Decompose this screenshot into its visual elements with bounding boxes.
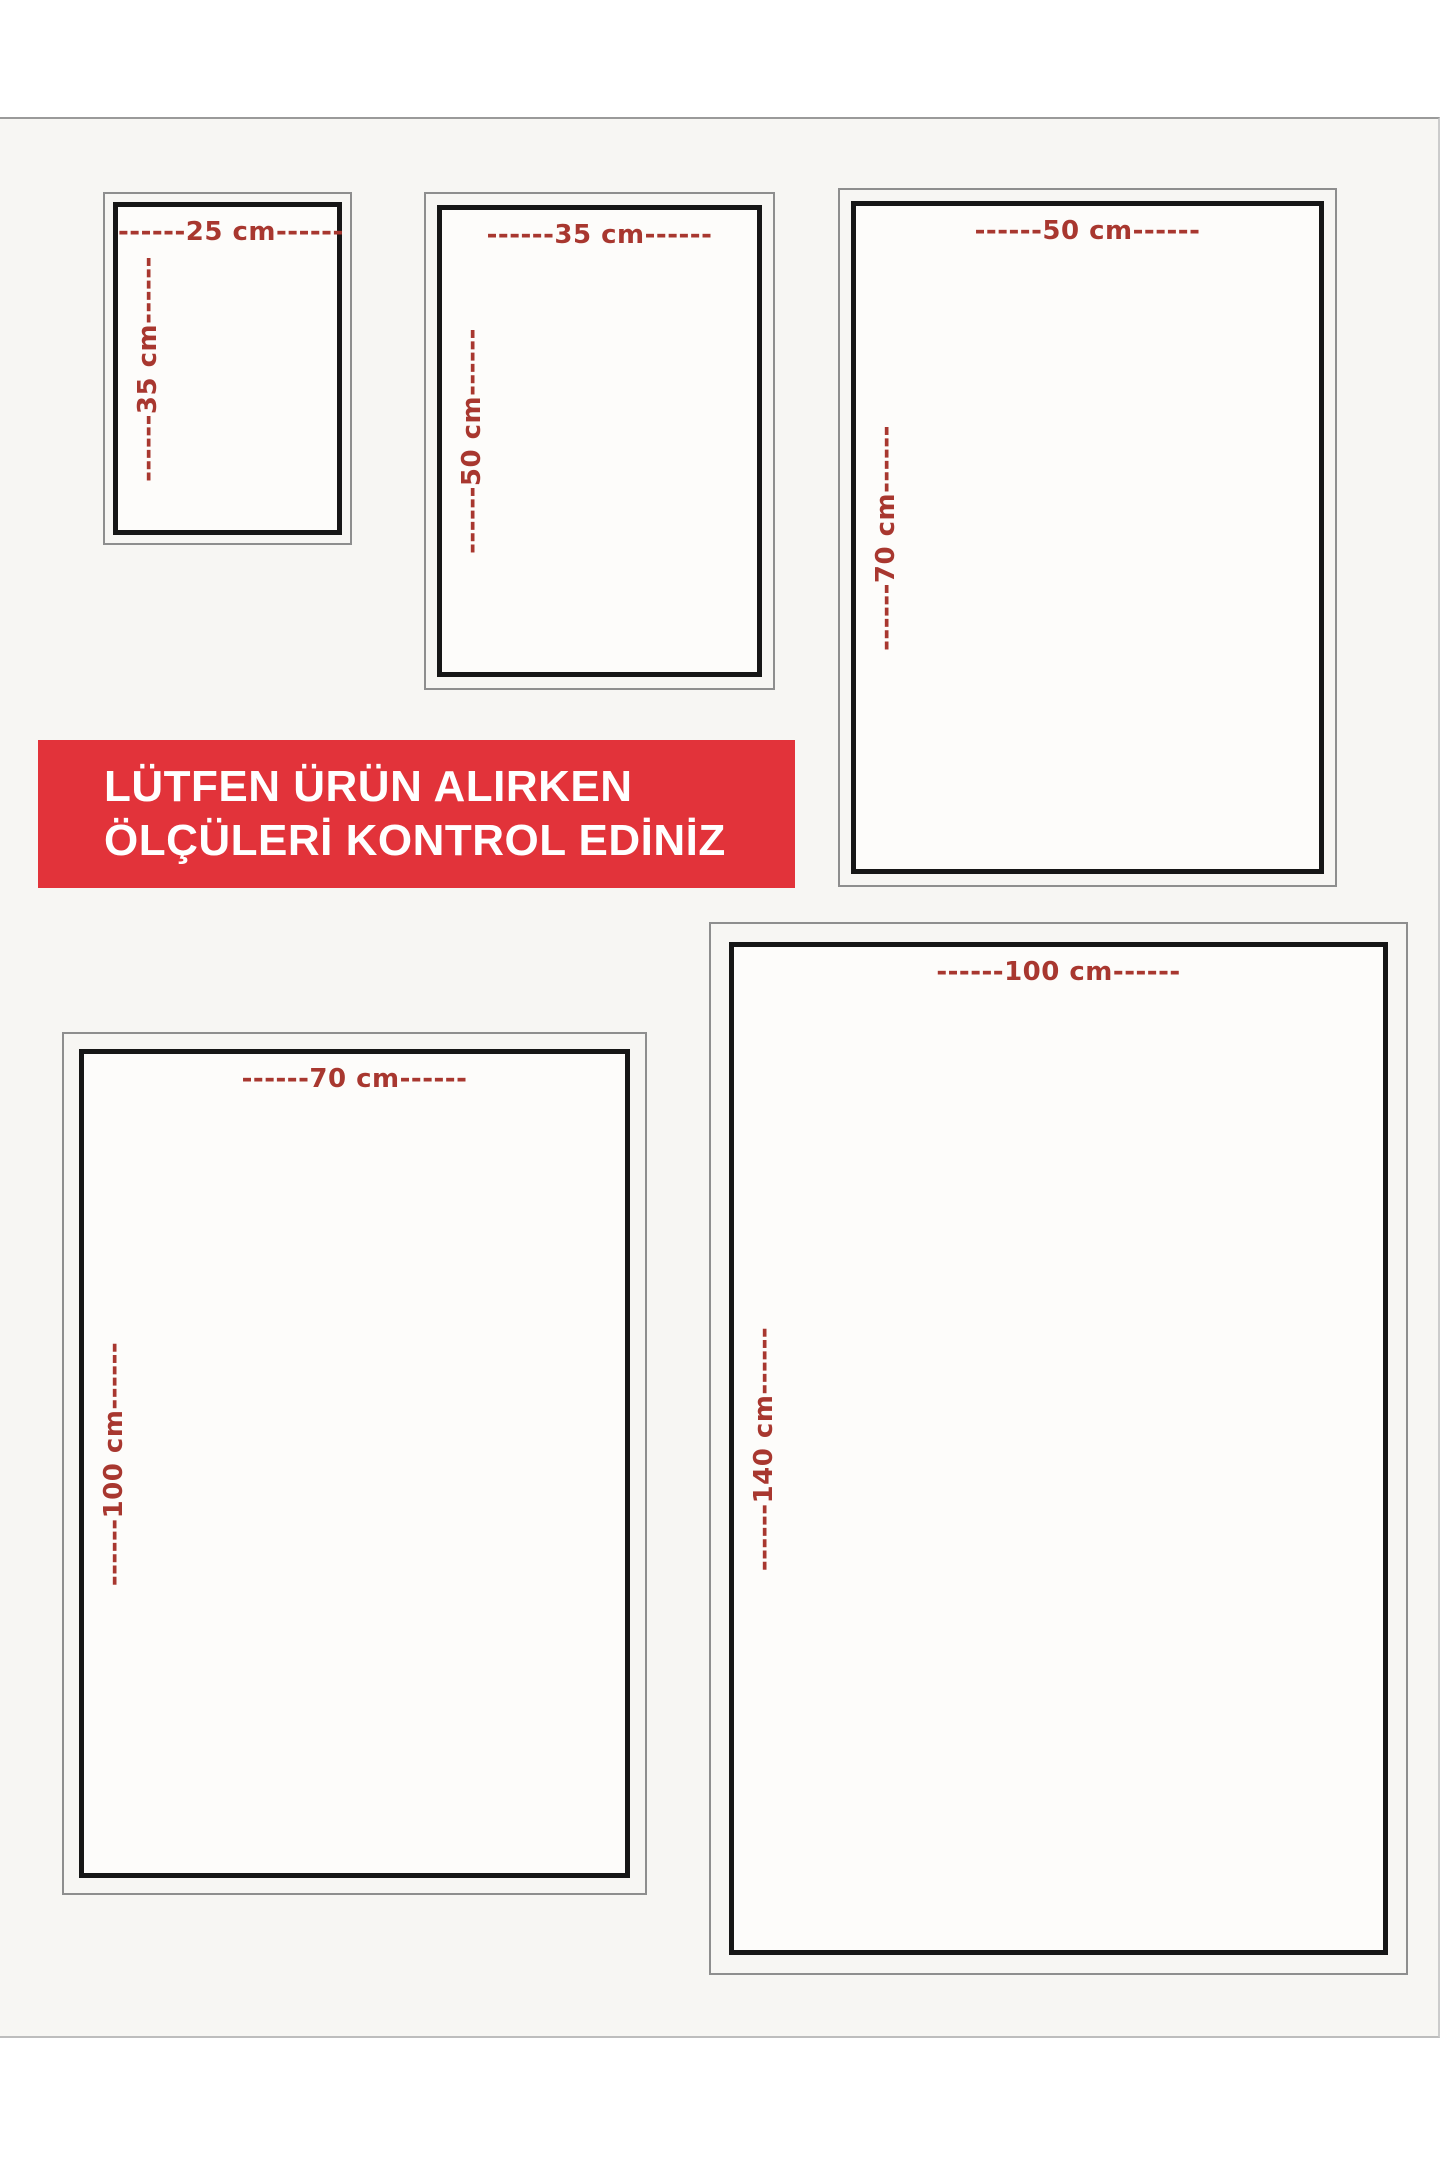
size-box-inner-100x140	[729, 942, 1388, 1955]
width-dimension-label: ------25 cm------	[118, 217, 344, 247]
height-dimension-label-wrap	[742, 947, 786, 1950]
warning-banner-line-2: ÖLÇÜLERİ KONTROL EDİNİZ	[104, 816, 726, 865]
size-box-25x35	[103, 192, 352, 545]
width-dimension-label: ------70 cm------	[241, 1064, 468, 1094]
size-box-inner-50x70	[851, 201, 1324, 874]
width-dimension-label: ------35 cm------	[486, 220, 713, 250]
height-dimension-label: ------140 cm------	[749, 1326, 780, 1571]
height-dimension-label: ------100 cm------	[99, 1341, 130, 1586]
height-dimension-label-wrap	[92, 1054, 136, 1873]
size-box-inner-70x100	[79, 1049, 630, 1878]
height-dimension-label-wrap	[864, 206, 908, 869]
size-box-70x100	[62, 1032, 647, 1895]
height-dimension-label: ------70 cm------	[871, 424, 902, 651]
size-box-100x140	[709, 922, 1408, 1975]
width-dimension-label: ------50 cm------	[974, 216, 1201, 246]
height-dimension-label-wrap	[126, 207, 170, 530]
width-dimension-label: ------100 cm------	[936, 957, 1181, 987]
height-dimension-label: ------50 cm------	[457, 328, 488, 554]
height-dimension-label-wrap	[450, 210, 494, 672]
warning-banner	[38, 740, 795, 888]
size-box-50x70	[838, 188, 1337, 887]
size-box-35x50	[424, 192, 775, 690]
warning-banner-line-1: LÜTFEN ÜRÜN ALIRKEN	[104, 762, 633, 812]
size-box-inner-25x35	[113, 202, 342, 535]
height-dimension-label: ------35 cm------	[133, 255, 164, 482]
size-box-inner-35x50	[437, 205, 762, 677]
